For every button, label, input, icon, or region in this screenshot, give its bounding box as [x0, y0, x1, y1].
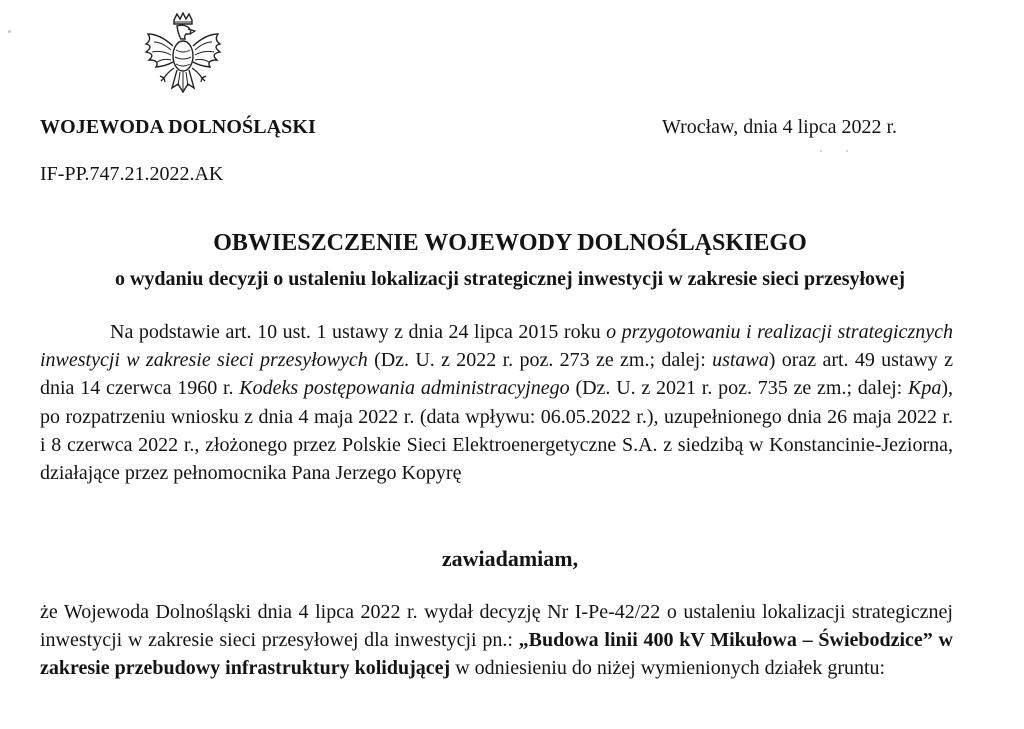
legal-basis-paragraph	[40, 318, 953, 487]
body-text: ) oraz art. 49 ustawy z dnia 14 czerwca 1960 r.	[40, 349, 953, 400]
scan-speck	[820, 150, 822, 152]
case-reference-number: IF-PP.747.21.2022.AK	[40, 163, 224, 185]
scan-speck	[846, 150, 848, 152]
scan-speck	[8, 30, 11, 33]
body-text: ), po rozpatrzeniu wniosku z dnia 4 maja 2022 r. (data wpływu: 06.05.2022 r.), uzupełnionego dnia 26 maja 2022 r. i 8 czerwca 2022 r., złożonego przez Polskie Sieci Elektroenergetyczne S.A. z siedzibą w Konstancinie-Jeziorna, działające przez pełnomocnika Pana Jerzego Kopyrę	[40, 377, 953, 485]
investment-name-bold: „Budowa linii 400 kV Mikułowa – Świebodzice” w zakresie przebudowy infrastruktury kolidującej	[40, 629, 954, 680]
abbreviation-italic: Kpa	[907, 377, 942, 400]
notice-subtitle: o wydaniu decyzji o ustaleniu lokalizacji strategicznej inwestycji w zakresie sieci przesyłowej	[114, 268, 906, 290]
eagle-emblem-icon	[140, 12, 226, 104]
notice-title: OBWIESZCZENIE WOJEWODY DOLNOŚLĄSKIEGO	[213, 230, 807, 256]
body-text: że Wojewoda Dolnośląski dnia 4 lipca 2022 r. wydał decyzję Nr I-Pe-42/22 o ustaleniu lokalizacji strategicznej inwestycji w zakresie sieci przesyłowej dla inwestycji pn.:	[40, 601, 953, 652]
act-title-italic: o przygotowaniu i realizacji strategicznych inwestycji w zakresie sieci przesyłowych	[40, 321, 953, 372]
abbreviation-italic: ustawa	[712, 349, 769, 372]
body-text: (Dz. U. z 2022 r. poz. 273 ze zm.; dalej:	[367, 349, 713, 372]
announcement-heading: zawiadamiam,	[441, 546, 579, 571]
body-text: (Dz. U. z 2021 r. poz. 735 ze zm.; dalej:	[569, 377, 908, 400]
code-title-italic: Kodeks postępowania administracyjnego	[239, 377, 570, 400]
issuing-authority: WOJEWODA DOLNOŚLĄSKI	[40, 116, 316, 138]
place-and-date: Wrocław, dnia 4 lipca 2022 r.	[662, 116, 898, 138]
body-text: w odniesieniu do niżej wymienionych działek gruntu:	[450, 657, 886, 680]
decision-paragraph	[40, 598, 953, 683]
body-text: Na podstawie art. 10 ust. 1 ustawy z dnia 24 lipca 2015 roku	[110, 321, 607, 343]
